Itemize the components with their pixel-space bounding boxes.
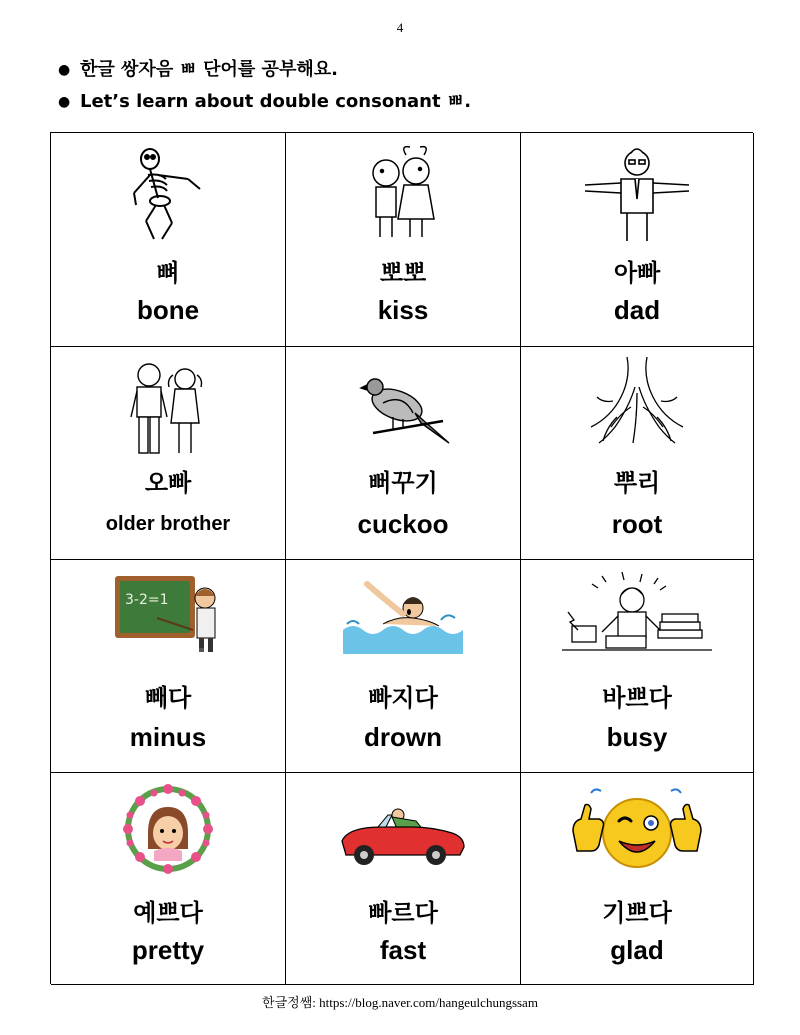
english-word: root	[611, 509, 663, 539]
instruction-text: Let’s learn about double consonant ㅃ.	[80, 91, 472, 112]
girl-flower-wreath-icon	[120, 781, 216, 877]
english-word: dad	[613, 295, 661, 325]
word-card-bone	[51, 133, 286, 347]
english-word: busy	[606, 722, 668, 752]
word-card-cuckoo	[286, 347, 521, 560]
word-card-dad	[521, 133, 754, 347]
word-card-fast	[286, 773, 521, 985]
english-word: drown	[364, 722, 442, 752]
man-arms-open-icon	[577, 143, 697, 243]
english-word: older brother	[105, 513, 231, 535]
drowning-person-icon	[343, 574, 463, 654]
korean-word: 기쁘다	[602, 899, 672, 927]
korean-word: 뻐꾸기	[368, 469, 438, 497]
english-word: minus	[129, 722, 207, 752]
chalkboard-equation: 3-2=1	[125, 592, 169, 608]
word-card-busy	[521, 560, 754, 773]
korean-word: 오빠	[144, 469, 192, 497]
word-card-pretty	[51, 773, 286, 985]
smiley-thumbs-up-icon	[567, 785, 707, 875]
korean-word: 빼다	[144, 684, 192, 712]
bullet-icon: ●	[58, 94, 71, 110]
skeleton-icon	[128, 143, 208, 243]
teacher-chalkboard-icon	[113, 574, 223, 654]
instruction-text: 한글 쌍자음 ㅃ 단어를 공부해요.	[80, 59, 338, 80]
english-word: fast	[379, 935, 427, 965]
korean-word: 뿌리	[613, 469, 661, 497]
instruction-english	[58, 86, 471, 118]
word-grid	[50, 132, 753, 984]
word-card-older-brother	[51, 347, 286, 560]
korean-word: 빠지다	[368, 684, 438, 712]
word-card-drown	[286, 560, 521, 773]
boy-and-girl-icon	[123, 357, 213, 462]
korean-word: 뼈	[156, 259, 180, 287]
korean-word: 뽀뽀	[379, 259, 427, 287]
word-card-root	[521, 347, 754, 560]
cuckoo-bird-icon	[353, 363, 453, 453]
fast-car-icon	[338, 801, 468, 871]
english-word: cuckoo	[357, 509, 449, 539]
english-word: glad	[610, 935, 664, 965]
english-word: bone	[136, 295, 200, 325]
word-card-minus	[51, 560, 286, 773]
bullet-icon: ●	[58, 62, 71, 78]
instruction-list	[58, 54, 471, 118]
busy-office-worker-icon	[562, 570, 712, 660]
children-kissing-icon	[358, 143, 448, 243]
word-card-kiss	[286, 133, 521, 347]
instruction-korean	[58, 54, 471, 86]
tree-roots-icon	[587, 357, 687, 447]
word-card-glad	[521, 773, 754, 985]
page-number: 4	[396, 20, 404, 35]
korean-word: 아빠	[613, 259, 661, 287]
korean-word: 예쁘다	[133, 899, 203, 927]
korean-word: 빠르다	[368, 899, 438, 927]
english-word: pretty	[131, 935, 205, 965]
korean-word: 바쁘다	[602, 684, 672, 712]
english-word: kiss	[377, 295, 429, 325]
footer-credit: 한글정쌤: https://blog.naver.com/hangeulchungssam	[262, 995, 538, 1010]
